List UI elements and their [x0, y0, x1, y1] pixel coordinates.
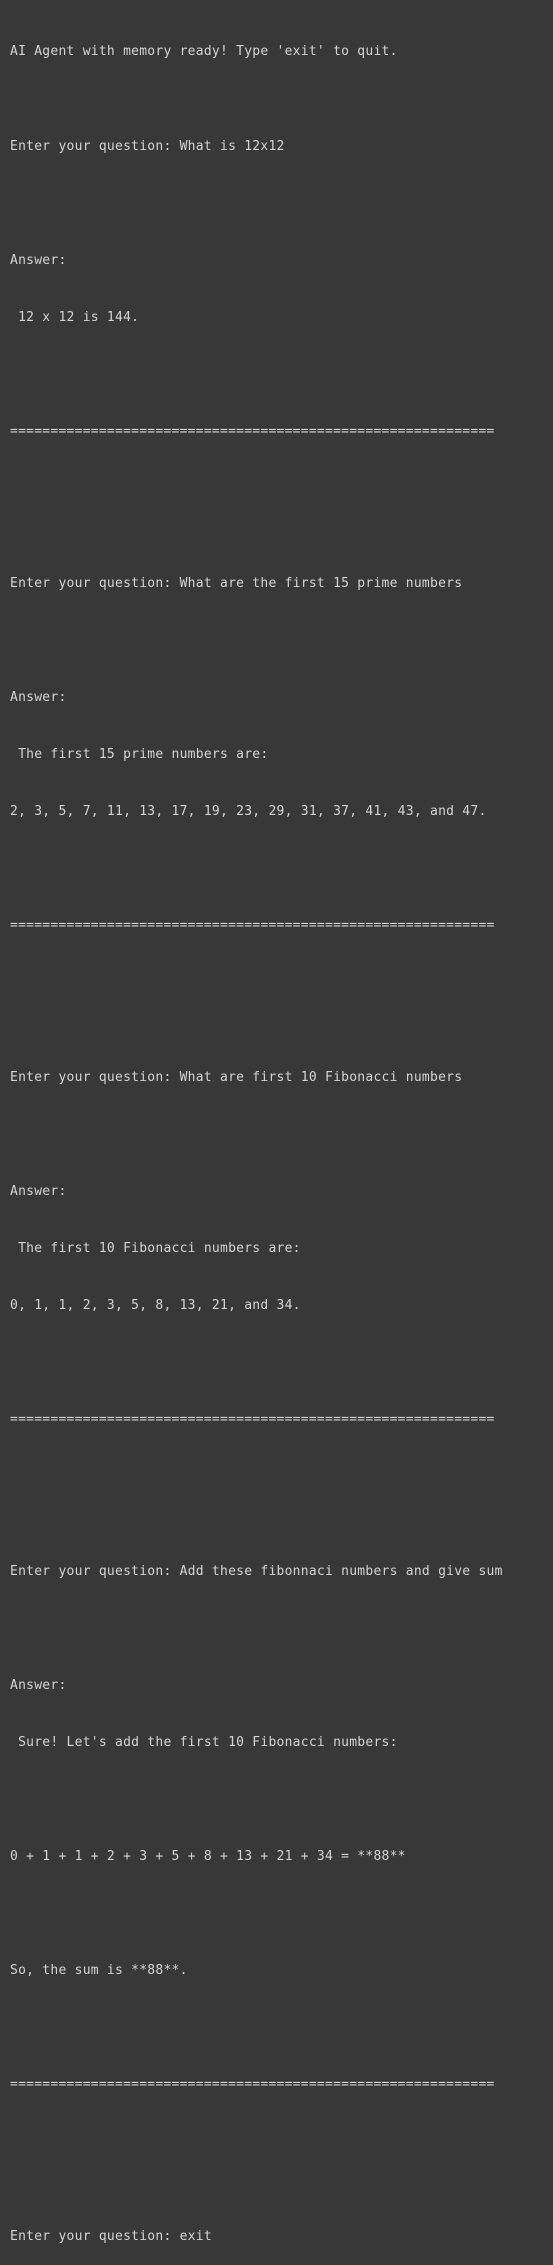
blank-line — [10, 2132, 553, 2151]
answer-line: 0, 1, 1, 2, 3, 5, 8, 13, 21, and 34. — [10, 1298, 301, 1313]
answer-label: Answer: — [10, 690, 67, 705]
answer-line: 12 x 12 is 144. — [10, 310, 140, 325]
question-prompt: Enter your question: Add these fibonnaci numbers and give sum — [10, 1564, 503, 1579]
answer-label: Answer: — [10, 1184, 67, 1199]
answer-line: So, the sum is **88**. — [10, 1963, 188, 1978]
blank-line — [10, 194, 553, 213]
final-question-prompt: Enter your question: exit — [10, 2229, 212, 2244]
answer-line: The first 10 Fibonacci numbers are: — [10, 1241, 301, 1256]
blank-line — [10, 1619, 553, 1638]
blank-line — [10, 1353, 553, 1372]
answer-label: Answer: — [10, 253, 67, 268]
blank-line — [10, 631, 553, 650]
answer-line: 0 + 1 + 1 + 2 + 3 + 5 + 8 + 13 + 21 + 34 = **88** — [10, 1849, 406, 1864]
blank-line — [10, 1467, 553, 1486]
answer-line: Sure! Let's add the first 10 Fibonacci numbers: — [10, 1735, 398, 1750]
separator-line: ============================================================ — [10, 1412, 495, 1427]
terminal-output — [10, 4, 553, 2265]
blank-line — [10, 973, 553, 992]
separator-line: ============================================================ — [10, 424, 495, 439]
answer-line: The first 15 prime numbers are: — [10, 747, 269, 762]
intro-line: AI Agent with memory ready! Type 'exit' to quit. — [10, 44, 398, 59]
blank-line — [10, 1790, 553, 1809]
blank-line — [10, 859, 553, 878]
question-prompt: Enter your question: What is 12x12 — [10, 139, 285, 154]
blank-line — [10, 2018, 553, 2037]
answer-line: 2, 3, 5, 7, 11, 13, 17, 19, 23, 29, 31, 37, 41, 43, and 47. — [10, 804, 487, 819]
separator-line: ============================================================ — [10, 2077, 495, 2092]
blank-line — [10, 1125, 553, 1144]
answer-label: Answer: — [10, 1678, 67, 1693]
blank-line — [10, 479, 553, 498]
blank-line — [10, 1904, 553, 1923]
separator-line: ============================================================ — [10, 918, 495, 933]
question-prompt: Enter your question: What are first 10 Fibonacci numbers — [10, 1070, 463, 1085]
blank-line — [10, 365, 553, 384]
question-prompt: Enter your question: What are the first 15 prime numbers — [10, 576, 463, 591]
